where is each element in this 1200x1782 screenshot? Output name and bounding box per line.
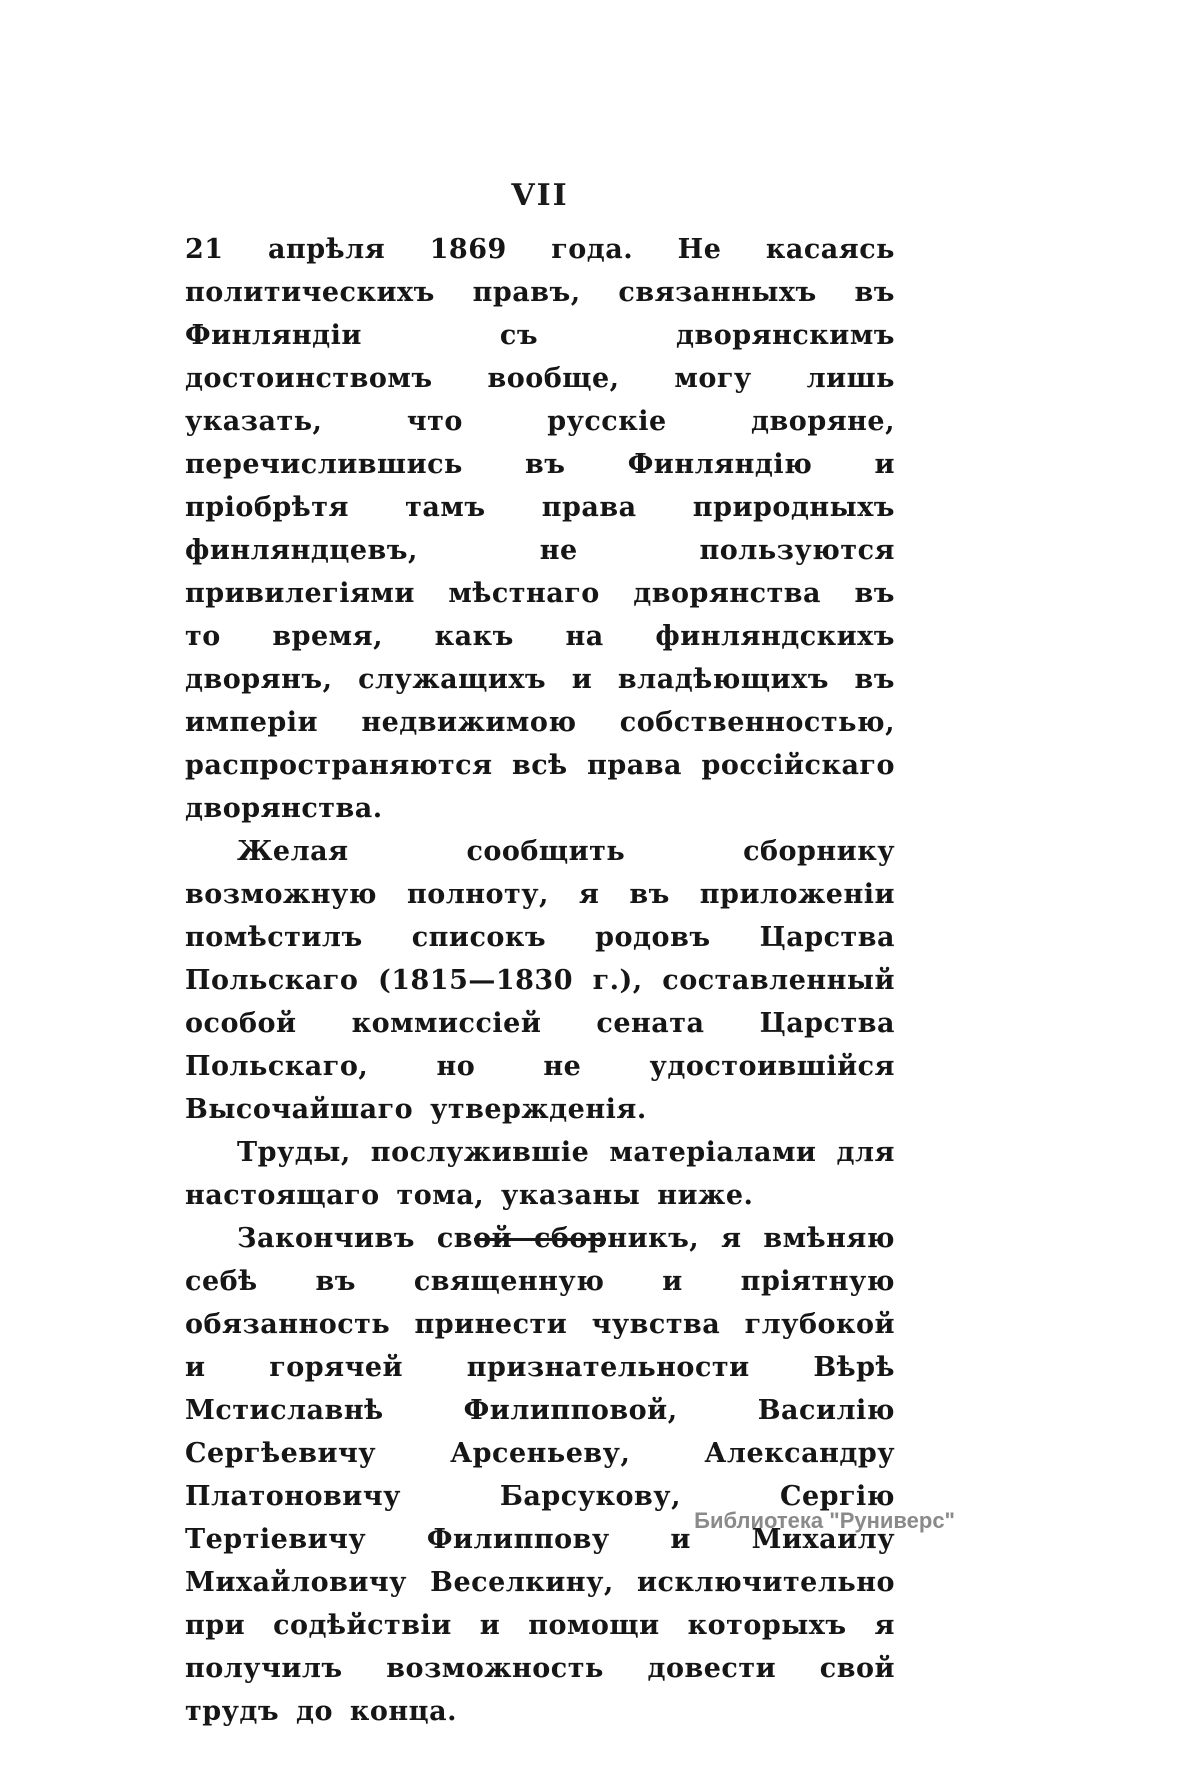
paragraph: Труды, послужившіе матеріалами для настоящаго тома, указаны ниже. [185,1137,895,1211]
paragraph: 21 апрѣля 1869 года. Не касаясь политическихъ правъ, связанныхъ въ Финляндіи съ дворянскимъ достоинствомъ вообще, могу лишь указать, что русскіе дворяне, перечислившись въ Финляндію и пріобрѣтя тамъ права природныхъ финляндцевъ, не пользуются привилегіями мѣстнаго дворянства въ то время, какъ на финляндскихъ дворянъ, служащихъ и владѣющихъ въ имперіи недвижимою собственностью, распространяются всѣ права россійскаго дворянства. [185,234,895,824]
library-watermark: Библиотека "Руниверс" [694,1508,955,1533]
section-divider [185,1238,895,1241]
paragraph: Закончивъ свой сборникъ, я вмѣняю себѣ въ священную и пріятную обязанность принести чувства глубокой и горячей признательности Вѣрѣ Мстиславнѣ Филипповой, Василію Сергѣевичу Арсеньеву, Александру Платоновичу Барсукову, Сергію Тертіевичу Филиппову и Михаилу Михайловичу Веселкину, исключительно при содѣйствіи и помощи которыхъ я получилъ возможность довести свой трудъ до конца. [185,1223,895,1727]
divider-rule [474,1238,606,1241]
page-number: VII [511,178,569,213]
paragraph: Желая сообщить сборнику возможную полноту, я въ приложеніи помѣстилъ списокъ родовъ Царства Польскаго (1815—1830 г.), составленный особой коммиссіей сената Царства Польскаго, но не удостоившійся Высочайшаго утвержденія. [185,836,895,1125]
